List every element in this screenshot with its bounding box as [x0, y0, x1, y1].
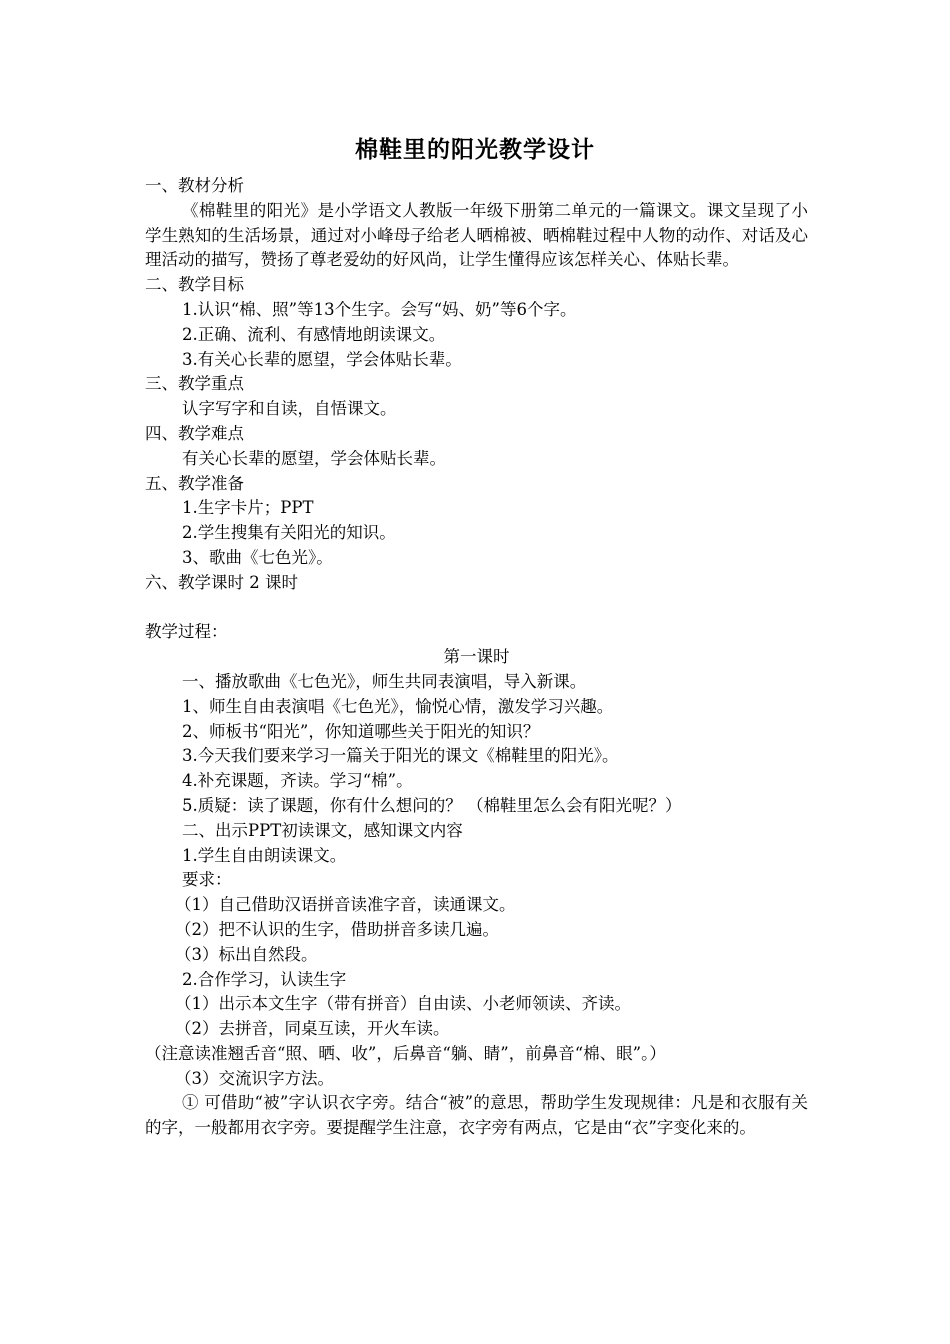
final-paragraph: ① 可借助“被”字认识衣字旁。结合“被”的意思，帮助学生发现规律：凡是和衣服有关的字，一般都用衣字旁。要提醒学生注意，衣字旁有两点，它是由“衣”字变化来的。	[145, 1093, 808, 1138]
document-title: 棉鞋里的阳光教学设计	[355, 137, 595, 163]
section-1-paragraph: 《棉鞋里的阳光》是小学语文人教版一年级下册第二单元的一篇课文。课文呈现了小学生熟知的生活场景，通过对小峰母子给老人晒棉被、晒棉鞋过程中人物的动作、对话及心理活动的描写，赞扬了尊老爱幼的好风尚，让学生懂得应该怎样关心、体贴长辈。	[145, 200, 808, 270]
document-body	[145, 174, 808, 1141]
prep-item-3: 3、歌曲《七色光》。	[182, 547, 333, 567]
process-line: （2）把不认识的生字，借助拼音多读几遍。	[175, 919, 499, 939]
process-line: （1）自己借助汉语拼音读准字音，读通课文。	[175, 895, 516, 915]
difficulty-text: 有关心长辈的愿望，学会体贴长辈。	[182, 448, 446, 468]
section-heading-6: 六、教学课时 2 课时	[145, 572, 298, 592]
key-point-text: 认字写字和自读，自悟课文。	[182, 399, 397, 419]
goal-item-2: 2.正确、流利、有感情地朗读课文。	[182, 324, 446, 344]
process-line: 5.质疑：读了课题，你有什么想问的？ （棉鞋里怎么会有阳光呢？）	[182, 795, 682, 815]
process-line: 2.合作学习，认读生字	[182, 969, 347, 989]
blank-line	[145, 596, 808, 621]
lesson-title: 第一课时	[443, 647, 510, 667]
process-line: 3.今天我们要来学习一篇关于阳光的课文《棉鞋里的阳光》。	[182, 746, 619, 766]
process-line: 二、出示PPT初读课文，感知课文内容	[182, 820, 463, 840]
process-line: （2）去拼音，同桌互读，开火车读。	[175, 1019, 450, 1039]
section-heading-1: 一、教材分析	[145, 176, 244, 195]
prep-item-1: 1.生字卡片；PPT	[182, 498, 314, 518]
process-line: 要求：	[182, 870, 232, 890]
process-line: 1、师生自由表演唱《七色光》，愉悦心情，激发学习兴趣。	[182, 696, 614, 716]
prep-item-2: 2.学生搜集有关阳光的知识。	[182, 523, 396, 543]
process-line: （3）交流识字方法。	[175, 1068, 334, 1088]
pronunciation-note: （注意读准翘舌音“照、晒、收”，后鼻音“躺、睛”，前鼻音“棉、眼”。）	[145, 1043, 666, 1063]
goal-item-3: 3.有关心长辈的愿望，学会体贴长辈。	[182, 349, 462, 369]
goal-item-1: 1.认识“棉、照”等13个生字。会写“妈、奶”等6个字。	[182, 299, 577, 319]
process-line: 4.补充课题，齐读。学习“棉”。	[182, 771, 413, 791]
process-line: 一、播放歌曲《七色光》，师生共同表演唱，导入新课。	[182, 671, 587, 691]
process-line: 2、师板书“阳光”，你知道哪些关于阳光的知识？	[182, 721, 540, 741]
section-heading-5: 五、教学准备	[145, 473, 244, 493]
section-heading-3: 三、教学重点	[145, 374, 244, 394]
process-heading: 教学过程：	[145, 622, 228, 642]
process-line: 1.学生自由朗读课文。	[182, 845, 347, 865]
section-heading-2: 二、教学目标	[145, 275, 244, 295]
section-heading-4: 四、教学难点	[145, 423, 244, 443]
process-line: （1）出示本文生字（带有拼音）自由读、小老师领读、齐读。	[175, 994, 631, 1014]
process-line: （3）标出自然段。	[175, 944, 318, 964]
